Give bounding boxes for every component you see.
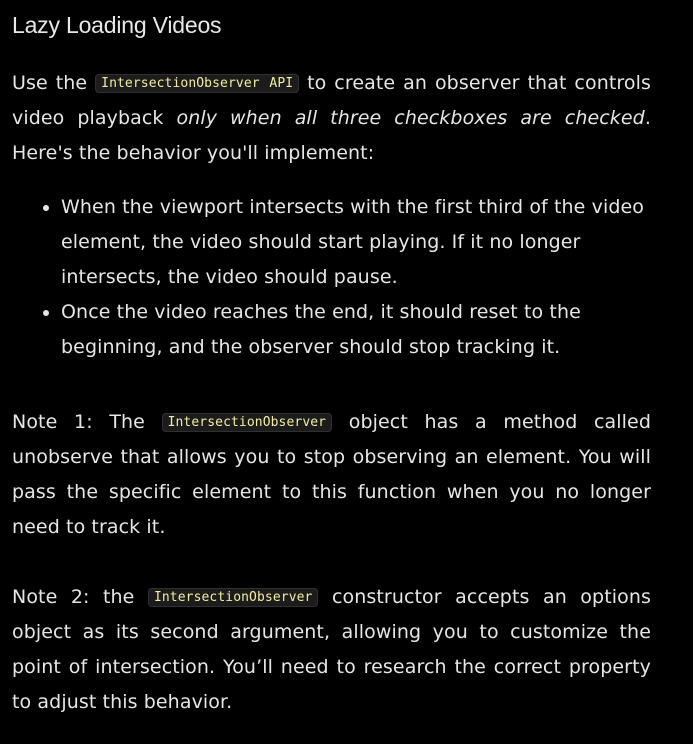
intro-text-middle: to create an observer that controls video playback xyxy=(12,72,651,129)
note-1-text-before: Note 1: The xyxy=(12,411,162,433)
list-item: • Once the video reaches the end, it should reset to the beginning, and the observer should stop tracking it. xyxy=(61,295,651,365)
note-1-code: IntersectionObserver xyxy=(162,413,333,432)
note-2-text-after: constructor accepts an options object as its second argument, allowing you to customize the point of intersection. You’ll need to research the correct property to adjust this behavior. xyxy=(12,586,651,713)
note-2-text-before: Note 2: the xyxy=(12,586,148,608)
note-2-code: IntersectionObserver xyxy=(148,588,319,607)
behavior-list xyxy=(12,190,651,365)
list-item: • When the viewport intersects with the first third of the video element, the video should start playing. If it no longer intersects, the video should pause. xyxy=(61,190,651,295)
intro-code: IntersectionObserver API xyxy=(95,74,299,93)
note-1-paragraph xyxy=(12,405,651,545)
note-2-paragraph xyxy=(12,580,651,720)
intro-text-before: Use the xyxy=(12,72,96,94)
intro-paragraph xyxy=(12,66,651,171)
note-1-text-after: object has a method called unobserve that allows you to stop observing an element. You will pass the specific element to this function when you no longer need to track it. xyxy=(12,411,651,538)
intro-text-after: . Here's the behavior you'll implement: xyxy=(12,107,651,164)
intro-emphasis: only when all three checkboxes are checked xyxy=(176,107,645,129)
page-heading: Lazy Loading Videos xyxy=(12,12,222,38)
